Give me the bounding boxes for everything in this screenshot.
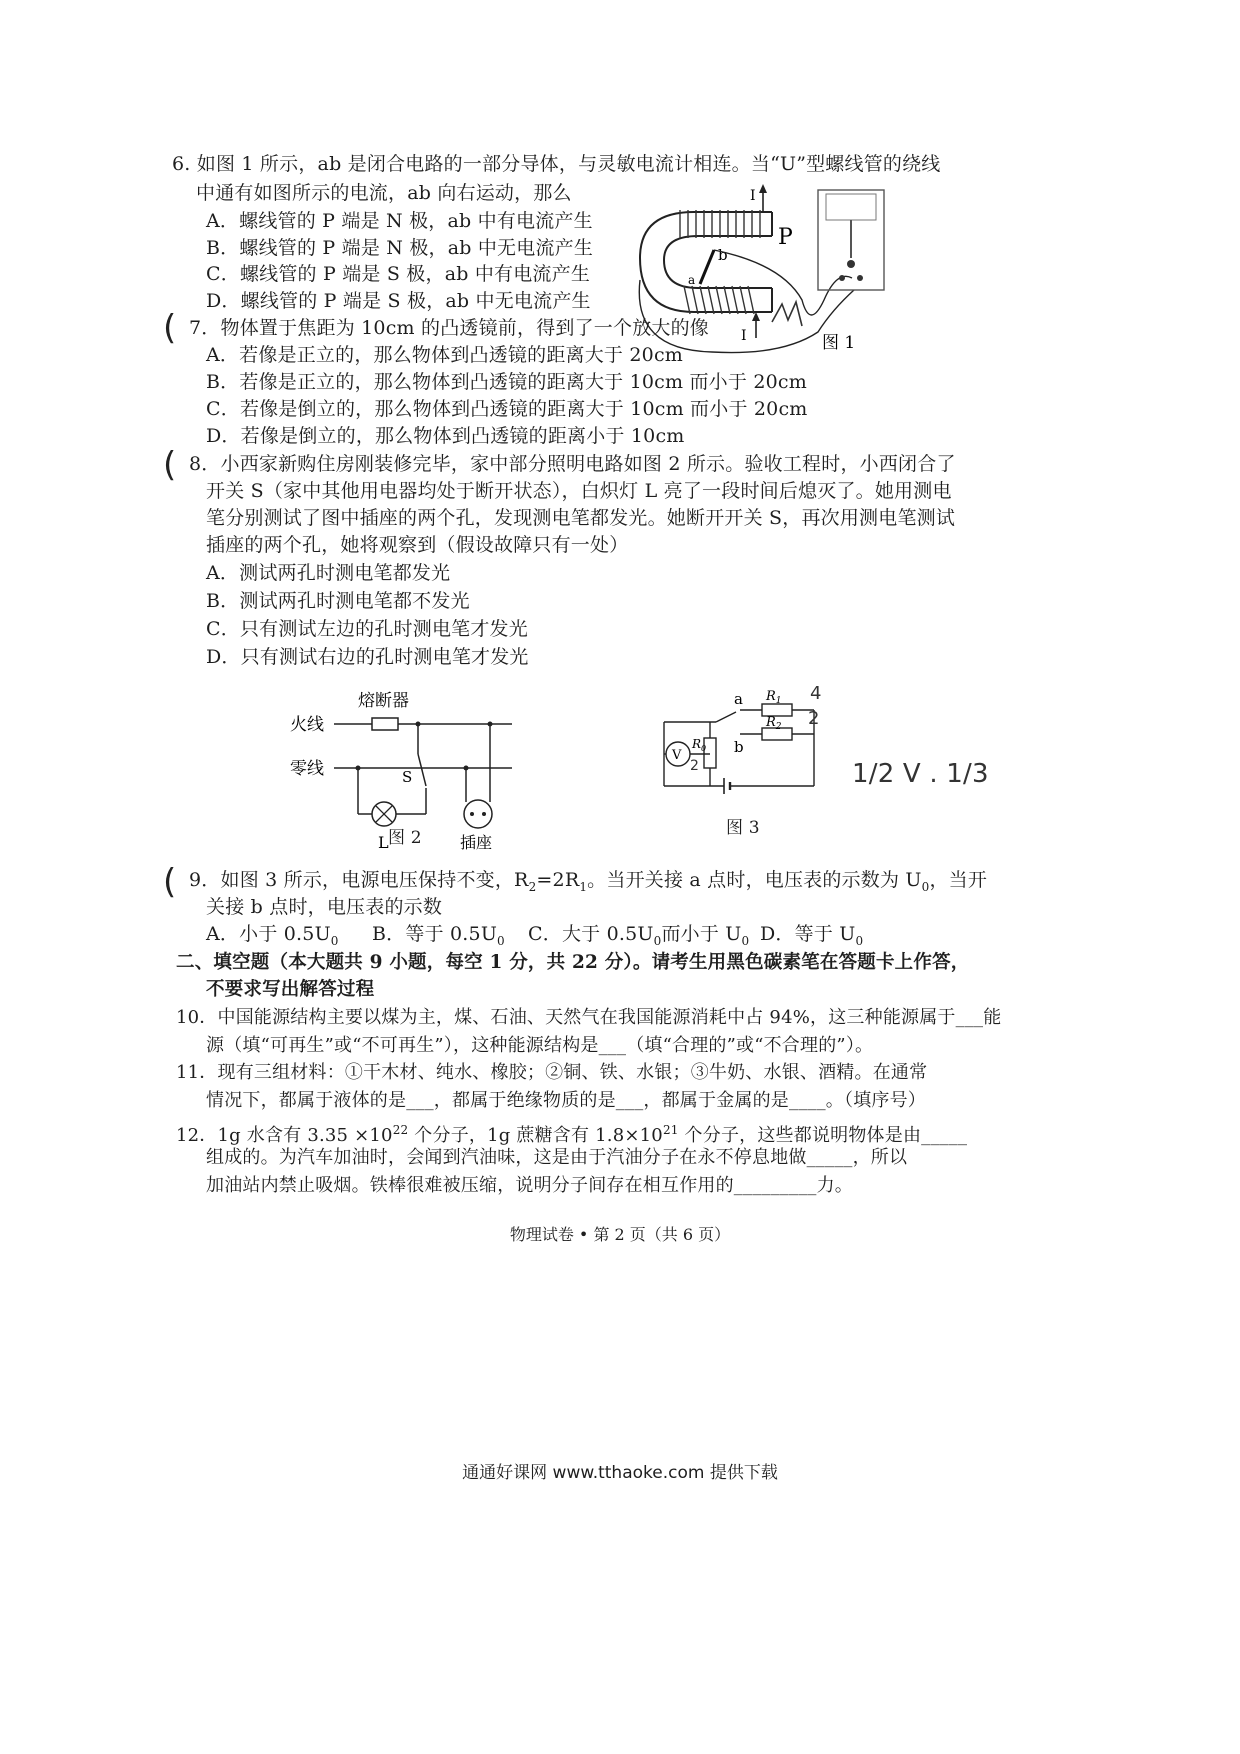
figure-1-label-p: P: [778, 225, 793, 250]
figure-3: [660, 688, 840, 808]
q8-stem-line-3: 笔分别测试了图中插座的两个孔，发现测电笔都发光。她断开开关 S，再次用测电笔测试: [206, 507, 956, 529]
figure-1-label-a: a: [688, 273, 696, 287]
q6-option-c: C．螺线管的 P 端是 S 极，ab 中有电流产生: [206, 263, 591, 285]
figure-1-caption: 图 1: [822, 333, 856, 353]
handwritten-r2-note: 2: [808, 708, 820, 729]
q7-option-d: D．若像是倒立的，那么物体到凸透镜的距离小于 10cm: [206, 425, 685, 447]
q7-stem: 7．物体置于焦距为 10cm 的凸透镜前，得到了一个放大的像: [189, 317, 710, 339]
q8-stem-line-2: 开关 S（家中其他用电器均处于断开状态），白炽灯 L 亮了一段时间后熄灭了。她用测电: [206, 480, 952, 502]
q12-line-2: 组成的。为汽车加油时，会闻到汽油味，这是由于汽油分子在永不停息地做_____，所以: [206, 1147, 908, 1168]
figure-2-lamp-label: L: [378, 833, 389, 852]
download-credit: 通通好课网 www.tthaoke.com 提供下载: [462, 1463, 778, 1483]
q6-option-a: A．螺线管的 P 端是 N 极，ab 中有电流产生: [206, 210, 593, 232]
figure-2-switch-label: S: [402, 768, 413, 786]
q6-option-d: D．螺线管的 P 端是 S 极，ab 中无电流产生: [206, 290, 591, 312]
figure-2-fuse-label: 熔断器: [358, 691, 409, 711]
q9-stem-line-2: 关接 b 点时，电压表的示数: [206, 896, 443, 918]
handwritten-bracket-q9: (: [163, 862, 177, 902]
q8-option-d: D．只有测试右边的孔时测电笔才发光: [206, 646, 529, 668]
q7-option-c: C．若像是倒立的，那么物体到凸透镜的距离大于 10cm 而小于 20cm: [206, 398, 808, 420]
section-2-heading-line-1: 二、填空题（本大题共 9 小题，每空 1 分，共 22 分）。请考生用黑色碳素笔在答题卡上作答，: [176, 952, 970, 973]
figure-3-point-b: b: [734, 738, 744, 756]
q10-line-2: 源（填“可再生”或“不可再生”），这种能源结构是___（填“合理的”或“不合理的”）。: [206, 1035, 874, 1056]
q9-option-a: A．小于 $0.5U_0$: [206, 923, 339, 948]
q9-option-c: C．大于 $0.5U_0$而小于 $U_0$: [528, 923, 750, 948]
q6-option-b: B．螺线管的 P 端是 N 极，ab 中无电流产生: [206, 237, 594, 259]
q8-option-b: B．测试两孔时测电笔都不发光: [206, 590, 470, 612]
q8-option-a: A．测试两孔时测电笔都发光: [206, 562, 451, 584]
figure-3-voltmeter-label: V: [672, 748, 682, 763]
figure-1-current-top: I: [750, 188, 756, 204]
q9-stem-line-1: 9．如图 3 所示，电源电压保持不变，$R_2=2R_1$。当开关接 a 点时，电压表的示数为 $U_0$，当开: [189, 869, 988, 894]
q11-line-1: 11．现有三组材料：①干木材、纯水、橡胶；②铜、铁、水银；③牛奶、水银、酒精。在通常: [176, 1062, 928, 1083]
handwritten-fig3-note: 1/2 V . 1/3: [852, 759, 989, 789]
handwritten-bracket-q7: (: [163, 308, 177, 348]
q12-line-3: 加油站内禁止吸烟。铁棒很难被压缩，说明分子间存在相互作用的_________力。: [206, 1175, 853, 1196]
q8-option-c: C．只有测试左边的孔时测电笔才发光: [206, 618, 528, 640]
q7-option-a: A．若像是正立的，那么物体到凸透镜的距离大于 20cm: [206, 344, 683, 366]
figure-2-live-label: 火线: [290, 715, 324, 735]
q8-stem-line-1: 8．小西家新购住房刚装修完毕，家中部分照明电路如图 2 所示。验收工程时，小西闭合了: [189, 453, 956, 475]
handwritten-r0-note: 2: [690, 758, 700, 774]
section-2-heading-line-2: 不要求写出解答过程: [206, 979, 375, 1000]
figure-3-point-a: a: [734, 690, 743, 708]
q6-stem-line-1: 6. 如图 1 所示，ab 是闭合电路的一部分导体，与灵敏电流计相连。当“U”型螺线管的绕线: [172, 153, 941, 175]
q9-option-b: B．等于 $0.5U_0$: [372, 923, 505, 948]
figure-3-r0-label: $R_0$: [692, 737, 707, 753]
figure-2-caption: 图 2: [388, 828, 422, 848]
figure-3-r1-label: $R_1$: [766, 689, 782, 706]
q9-option-d: D．等于 $U_0$: [760, 923, 864, 948]
figure-3-drawing: [660, 688, 840, 808]
q12-line-1: 12．1g 水含有 $3.35 \times 10^{22}$ 个分子，1g 蔗糖含有 $1.8\times 10^{21}$ 个分子，这些都说明物体是由_____: [176, 1123, 968, 1146]
q11-line-2: 情况下，都属于液体的是___，都属于绝缘物质的是___，都属于金属的是____。（填序号）: [206, 1090, 926, 1111]
page-footer: 物理试卷 • 第 2 页（共 6 页）: [509, 1225, 731, 1244]
q7-option-b: B．若像是正立的，那么物体到凸透镜的距离大于 10cm 而小于 20cm: [206, 371, 807, 393]
figure-2-neutral-label: 零线: [290, 759, 324, 779]
q8-stem-line-4: 插座的两个孔，她将观察到（假设故障只有一处）: [206, 534, 629, 556]
handwritten-r1-note: 4: [810, 683, 822, 704]
figure-3-r2-label: $R_2$: [766, 715, 782, 732]
handwritten-bracket-q8: (: [163, 445, 177, 485]
figure-1-current-bottom: I: [741, 328, 747, 344]
figure-3-caption: 图 3: [726, 818, 760, 838]
figure-2-socket-label: 插座: [460, 833, 493, 852]
q6-stem-line-2: 中通有如图所示的电流，ab 向右运动，那么: [196, 182, 572, 204]
figure-1-label-b: b: [718, 246, 728, 264]
q10-line-1: 10．中国能源结构主要以煤为主，煤、石油、天然气在我国能源消耗中占 94%，这三种能源属于___能: [176, 1007, 1002, 1028]
